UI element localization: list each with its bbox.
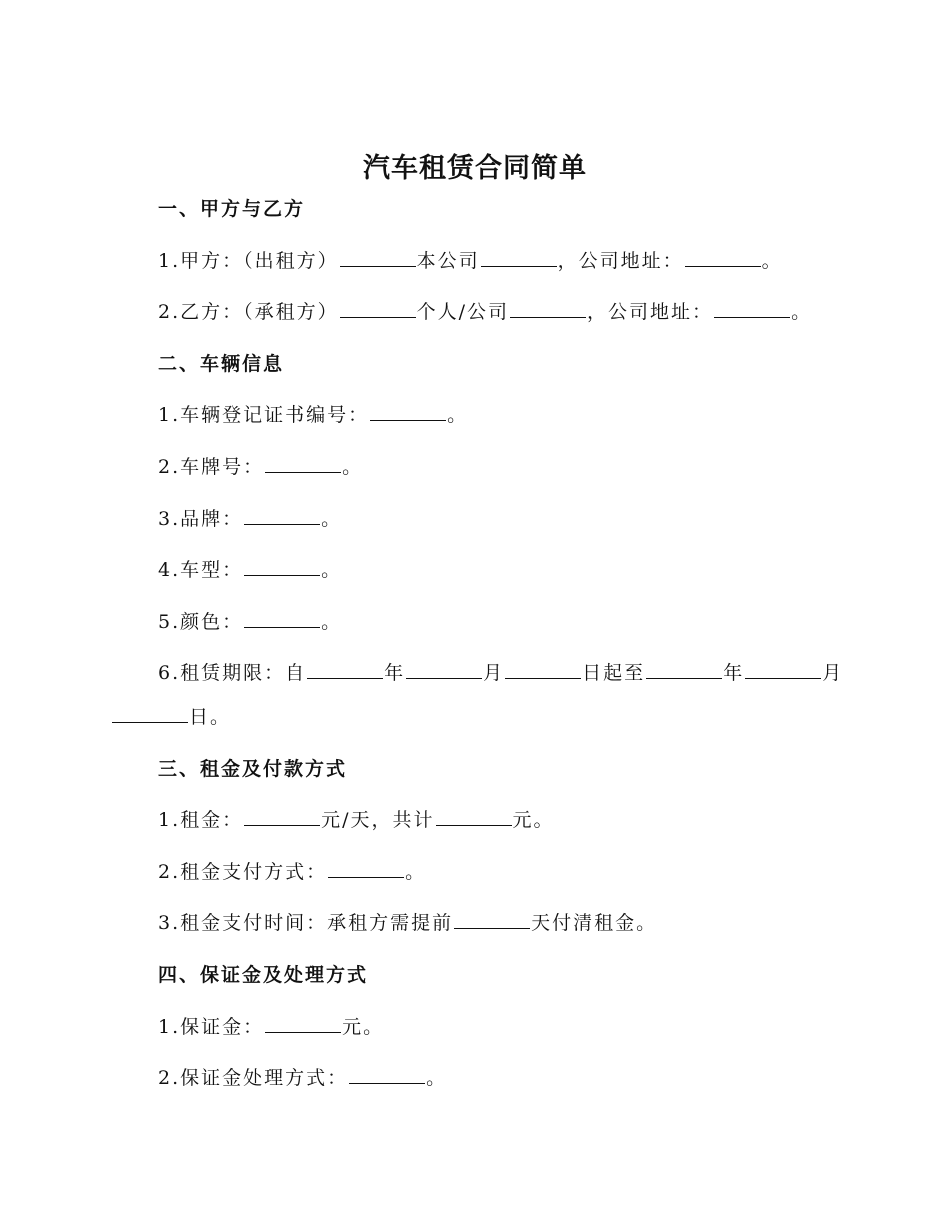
deposit-line: 1.保证金： 元。 bbox=[158, 1016, 385, 1038]
lease-period-line: 6.租赁期限：自 年 月 日起至 年 月 bbox=[158, 662, 844, 684]
blank-field[interactable] bbox=[370, 404, 446, 421]
blank-field[interactable] bbox=[328, 861, 404, 878]
blank-field[interactable] bbox=[406, 662, 482, 679]
blank-field[interactable] bbox=[685, 250, 761, 267]
section-heading-vehicle: 二、车辆信息 bbox=[158, 353, 285, 375]
party-a-label: 1.甲方：（出租方） bbox=[158, 250, 339, 272]
blank-field[interactable] bbox=[244, 809, 320, 826]
plate-line: 2.车牌号： 。 bbox=[158, 456, 364, 478]
party-b-label: 2.乙方：（承租方） bbox=[158, 301, 339, 323]
section-heading-parties: 一、甲方与乙方 bbox=[158, 198, 306, 220]
model-line: 4.车型： 。 bbox=[158, 559, 343, 581]
payment-method-line: 2.租金支付方式： 。 bbox=[158, 861, 427, 883]
blank-field[interactable] bbox=[454, 912, 530, 929]
party-b-address-label: ，公司地址： bbox=[587, 301, 714, 323]
blank-field[interactable] bbox=[481, 250, 557, 267]
lease-period-line-cont: 日。 bbox=[111, 702, 950, 729]
blank-field[interactable] bbox=[340, 250, 416, 267]
blank-field[interactable] bbox=[244, 508, 320, 525]
party-b-line: 2.乙方：（承租方） 个人/公司 ，公司地址： 。 bbox=[158, 301, 813, 323]
rent-line: 1.租金： 元/天，共计 元。 bbox=[158, 809, 555, 831]
deposit-handling-line: 2.保证金处理方式： 。 bbox=[158, 1067, 448, 1089]
section-heading-rent: 三、租金及付款方式 bbox=[158, 758, 348, 780]
blank-field[interactable] bbox=[265, 456, 341, 473]
document-title: 汽车租赁合同简单 bbox=[363, 153, 587, 184]
blank-field[interactable] bbox=[436, 809, 512, 826]
blank-field[interactable] bbox=[112, 706, 188, 723]
blank-field[interactable] bbox=[349, 1067, 425, 1084]
brand-line: 3.品牌： 。 bbox=[158, 508, 343, 530]
blank-field[interactable] bbox=[307, 662, 383, 679]
blank-field[interactable] bbox=[510, 301, 586, 318]
blank-field[interactable] bbox=[745, 662, 821, 679]
blank-field[interactable] bbox=[265, 1016, 341, 1033]
party-a-line: 1.甲方：（出租方） 本公司 ，公司地址： 。 bbox=[158, 250, 783, 272]
color-line: 5.颜色： 。 bbox=[158, 611, 343, 633]
vehicle-cert-line: 1.车辆登记证书编号： 。 bbox=[158, 404, 469, 426]
blank-field[interactable] bbox=[244, 611, 320, 628]
party-a-type: 本公司 bbox=[416, 250, 480, 272]
blank-field[interactable] bbox=[505, 662, 581, 679]
blank-field[interactable] bbox=[340, 301, 416, 318]
blank-field[interactable] bbox=[646, 662, 722, 679]
blank-field[interactable] bbox=[244, 559, 320, 576]
party-a-address-label: ，公司地址： bbox=[557, 250, 684, 272]
blank-field[interactable] bbox=[714, 301, 790, 318]
section-heading-deposit: 四、保证金及处理方式 bbox=[158, 964, 369, 986]
payment-time-line: 3.租金支付时间：承租方需提前 天付清租金。 bbox=[158, 912, 658, 934]
party-b-type: 个人/公司 bbox=[416, 301, 510, 323]
